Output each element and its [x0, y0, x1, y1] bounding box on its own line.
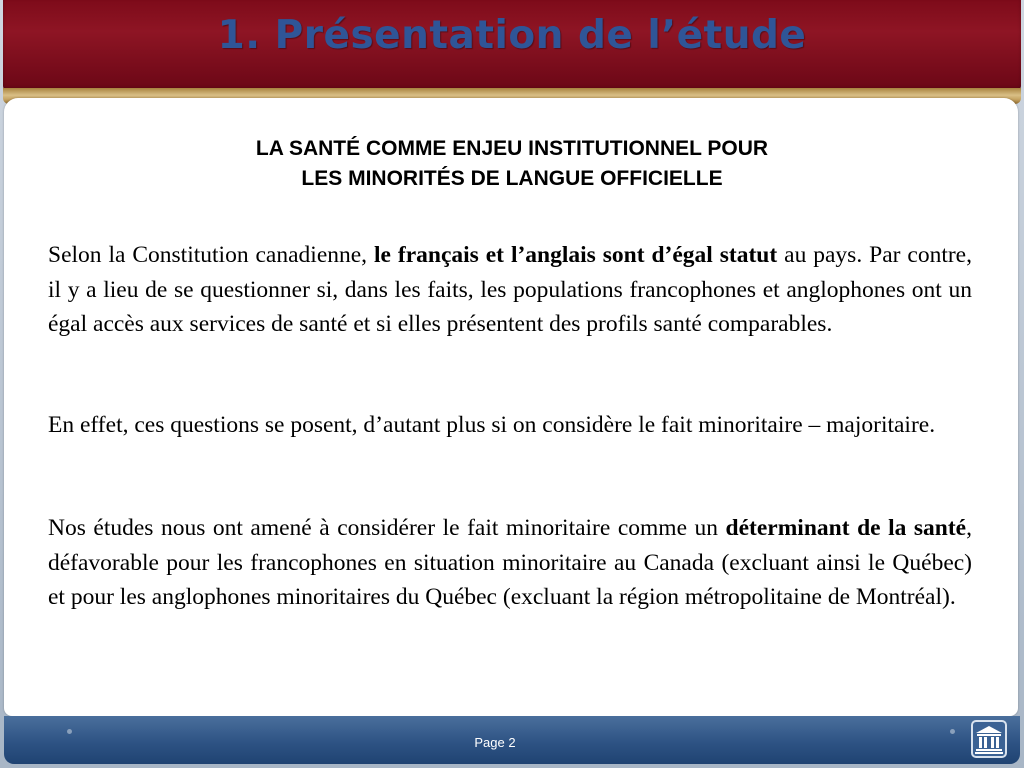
page-number: Page 2: [474, 735, 516, 750]
section-heading-line-1: LA SANTÉ COMME ENJEU INSTITUTIONNEL POUR: [255, 137, 769, 160]
emphasized-text: déterminant de la santé: [725, 515, 967, 541]
section-heading-line-2: LES MINORITÉS DE LANGUE OFFICIELLE: [301, 167, 723, 190]
paragraph-text: , défavorable pour les francophones en situation minoritaire au Canada (excluant ainsi le Québec) et pour les anglophones minoritaires du Québec (excluant la région métropolitaine de Montréal).: [48, 515, 972, 610]
paragraph-text: Nos études nous ont amené à considérer le fait minoritaire comme un: [48, 515, 726, 541]
paragraph-1: [48, 238, 972, 342]
slide-title: 1. Présentation de l’étude: [217, 13, 807, 58]
section-heading: [0, 134, 1024, 194]
emphasized-text: le français et l’anglais sont d’égal statut: [374, 242, 778, 268]
paragraph-text: Selon la Constitution canadienne,: [48, 242, 374, 268]
building-icon[interactable]: [971, 720, 1007, 758]
paragraph-2: [48, 408, 972, 443]
paragraph-text: En effet, ces questions se posent, d’autant plus si on considère le fait minoritaire – majoritaire.: [48, 412, 936, 438]
paragraph-text: au pays. Par contre, il y a lieu de se questionner si, dans les faits, les populations francophones et anglophones ont un égal accès aux services de santé et si elles présentent des profils santé comparables.: [48, 242, 972, 337]
paragraph-3: [48, 511, 972, 615]
